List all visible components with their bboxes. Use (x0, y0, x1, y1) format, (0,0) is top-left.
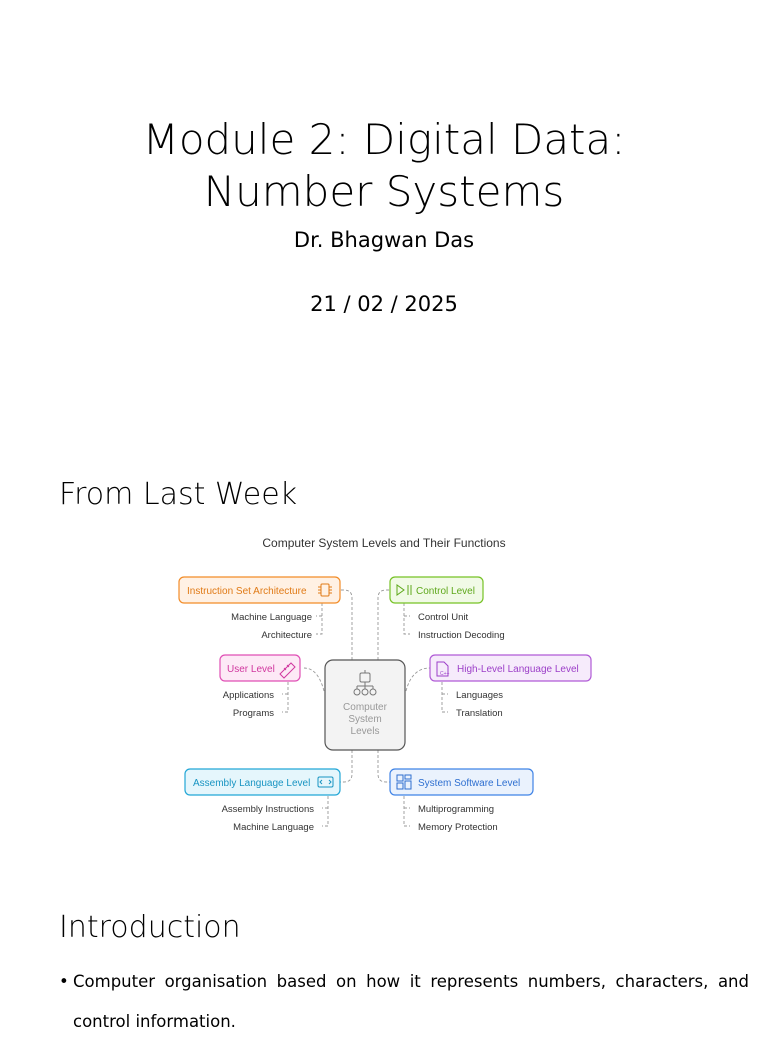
node-label: Control Level (416, 586, 475, 597)
node-label: Assembly Language Level (193, 778, 311, 789)
center-label-2: System (348, 714, 382, 725)
asm-item-1: Assembly Instructions (221, 804, 314, 815)
sys-item-2: Memory Protection (418, 822, 498, 833)
asm-item-2: Machine Language (233, 822, 314, 833)
hll-item-2: Translation (456, 708, 503, 719)
node-label: High-Level Language Level (457, 664, 579, 675)
center-node (325, 660, 405, 750)
node-label: User Level (227, 664, 275, 675)
center-label-3: Levels (350, 726, 380, 737)
hll-item-1: Languages (456, 690, 504, 701)
section-heading-introduction: Introduction (59, 910, 241, 945)
author-name: Dr. Bhagwan Das (293, 228, 475, 252)
node-assembly-language-level (185, 769, 340, 833)
node-system-software-level (390, 769, 533, 833)
title-line-1: Module 2: Digital Data: (142, 115, 626, 164)
sys-item-1: Multiprogramming (418, 804, 495, 815)
bullet-text: Computer organisation based on how it represents numbers, characters, and control information. (73, 972, 749, 1031)
diagram-title: Computer System Levels and Their Functions (262, 536, 506, 550)
isa-item-1: Machine Language (231, 612, 312, 623)
bullet-list (59, 962, 749, 1042)
computer-system-levels-diagram (158, 528, 610, 850)
control-item-2: Instruction Decoding (418, 630, 505, 641)
node-label: System Software Level (418, 778, 521, 789)
node-control-level (390, 577, 505, 641)
title-line-2: Number Systems (203, 167, 565, 216)
user-item-1: Applications (222, 690, 274, 701)
svg-text:C++: C++ (440, 671, 450, 677)
control-item-1: Control Unit (418, 612, 469, 623)
node-high-level-language-level (430, 655, 591, 719)
slide-date: 21 / 02 / 2025 (310, 292, 458, 316)
section-heading-last-week: From Last Week (59, 477, 298, 512)
node-instruction-set-architecture (179, 577, 340, 641)
list-item (59, 962, 749, 1042)
node-label: Instruction Set Architecture (187, 586, 307, 597)
user-item-2: Programs (232, 708, 274, 719)
isa-item-2: Architecture (261, 630, 312, 641)
slide-title (0, 114, 768, 218)
bullet-marker: • (59, 972, 69, 991)
center-label-1: Computer (343, 702, 387, 713)
